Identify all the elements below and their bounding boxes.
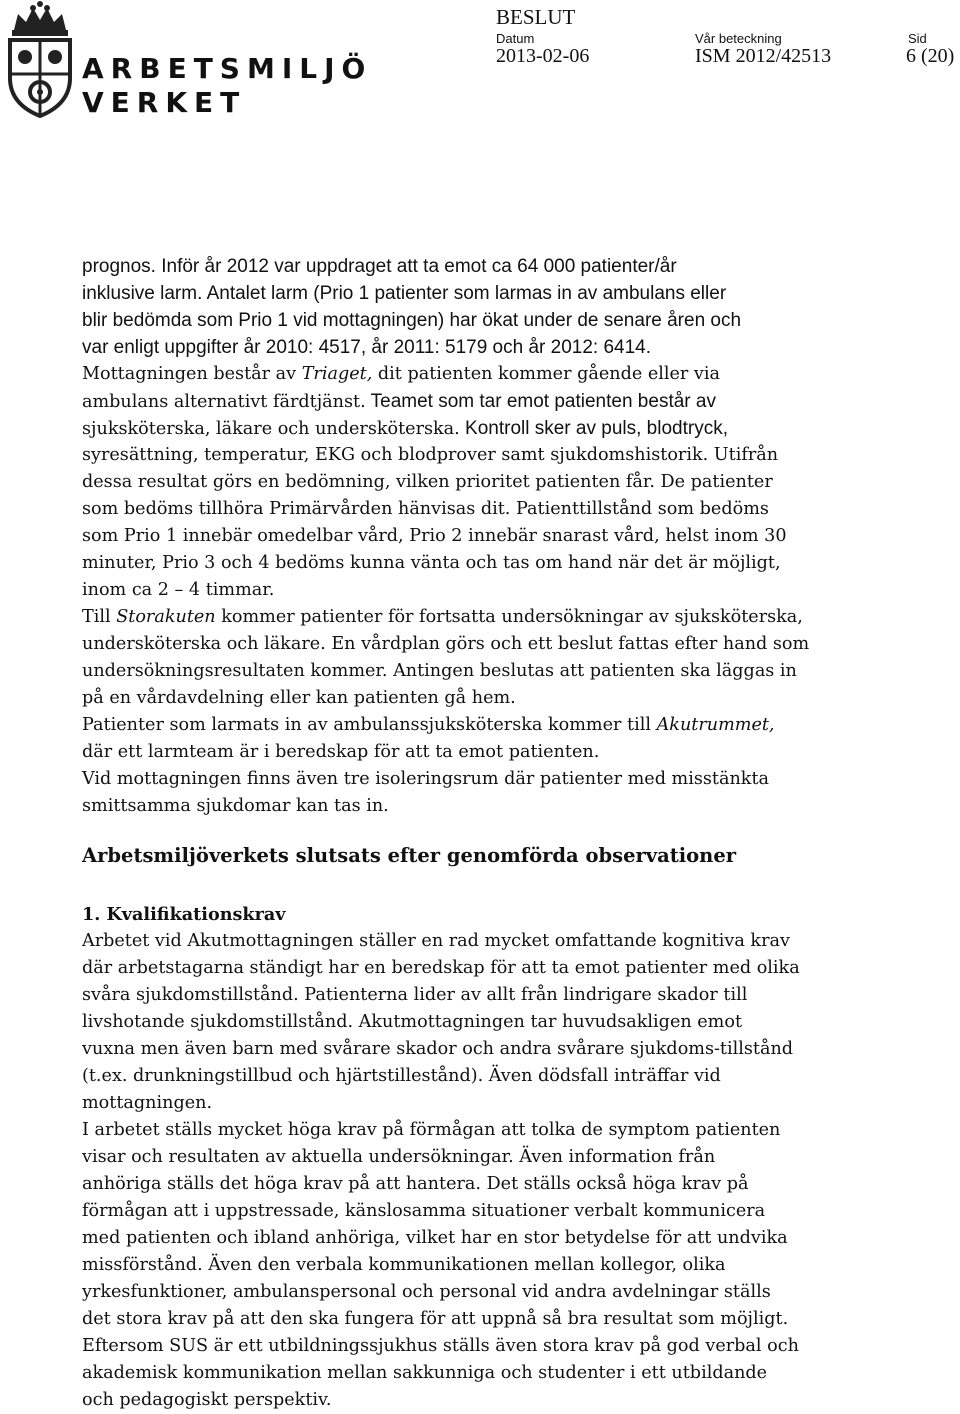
body-line [82,712,872,739]
body-text-span: Mottagningen består av [82,364,302,384]
akutrummet-term: Akutrummet, [656,715,775,735]
section-line: missförstånd. Även den verbala kommunikationen mellan kollegor, olika [82,1255,726,1275]
date-value: 2013-02-06 [496,45,590,67]
body-text-span: ambulans alternativt färdtjänst. [82,392,366,412]
crest-icon [0,0,80,120]
section-line: visar och resultaten av aktuella undersökningar. Även information från [82,1147,716,1167]
body-line [82,415,872,442]
body-line: smittsamma sjukdomar kan tas in. [82,796,389,816]
section-line: där arbetstagarna ständigt har en beredskap för att ta emot patienter med olika [82,958,800,978]
body-line: minuter, Prio 3 och 4 bedöms kunna vänta och tas om hand när det är möjligt, [82,553,781,573]
body-line: inklusive larm. Antalet larm (Prio 1 patienter som larmas in av ambulans eller [82,283,727,304]
body-text-span: Till [82,607,117,627]
logo-word-line1: ARBETSMILJÖ [82,52,373,85]
agency-logo [0,0,373,125]
body-line: dessa resultat görs en bedömning, vilken prioritet patienten får. De patienter [82,472,773,492]
page-number: 6 (20) [906,45,955,67]
body-line: var enligt uppgifter år 2010: 4517, år 2011: 5179 och år 2012: 6414. [82,337,652,358]
body-line: som bedöms tillhöra Primärvården hänvisas dit. Patienttillstånd som bedöms [82,499,769,519]
section-line: I arbetet ställs mycket höga krav på förmågan att tolka de symptom patienten [82,1120,781,1140]
body-line [82,604,872,631]
body-line: Vid mottagningen finns även tre isoleringsrum där patienter med misstänkta [82,769,770,789]
body-line: undersköterska och läkare. En vårdplan görs och ett beslut fattas efter hand som [82,634,810,654]
page-label: Sid [908,31,927,46]
section-line: Arbetet vid Akutmottagningen ställer en rad mycket omfattande kognitiva krav [82,931,790,951]
body-line [82,361,872,388]
body-line: undersökningsresultaten kommer. Antingen beslutas att patienten ska läggas in [82,661,797,681]
body-line: prognos. Inför år 2012 var uppdraget att ta emot ca 64 000 patienter/år [82,256,677,277]
qualification-section [82,901,872,1414]
reference-label: Vår beteckning [695,31,782,46]
body-text-span: dit patienten kommer gående eller via [372,364,720,384]
section-line: yrkesfunktioner, ambulanspersonal och personal vid andra avdelningar ställs [82,1282,771,1302]
body-text-span: Teamet som tar emot patienten består av [365,391,716,412]
document-type: BESLUT [496,5,576,29]
section-line: anhöriga ställs det höga krav på att hantera. Det ställs också höga krav på [82,1174,749,1194]
section-line: livshotande sjukdomstillstånd. Akutmottagningen tar huvudsakligen emot [82,1012,743,1032]
section-line: svåra sjukdomstillstånd. Patienterna lider av allt från lindrigare skador till [82,985,748,1005]
body-line: som Prio 1 innebär omedelbar vård, Prio 2 innebär snarast vård, helst inom 30 [82,526,787,546]
section-line: akademisk kommunikation mellan sakkunniga och studenter i ett utbildande [82,1363,768,1383]
section-line: och pedagogiskt perspektiv. [82,1390,332,1410]
triaget-term: Triaget, [301,364,373,384]
section-line: vuxna men även barn med svårare skador och andra svårare sjukdoms-tillstånd [82,1039,794,1059]
body-text-span: Patienter som larmats in av ambulanssjuksköterska kommer till [82,715,657,735]
section-line: det stora krav på att den ska fungera för att uppnå så bra resultat som möjligt. [82,1309,789,1329]
subsection-heading: 1. Kvalifikationskrav [82,904,286,925]
storakuten-term: Storakuten [116,607,216,627]
section-line: Eftersom SUS är ett utbildningssjukhus ställs även stora krav på god verbal och [82,1336,799,1356]
logo-word-line2: VERKET [82,86,247,119]
body-text [82,253,872,820]
body-line: inom ca 2 – 4 timmar. [82,580,275,600]
body-text-span: sjuksköterska, läkare och undersköterska. [82,419,460,439]
body-text-span: Kontroll sker av puls, blodtryck, [459,418,728,439]
body-line [82,388,872,415]
section-line: med patienten och ibland anhöriga, vilket har en stor betydelse för att undvika [82,1228,788,1248]
body-text-span: kommer patienter för fortsatta undersökningar av sjuksköterska, [215,607,803,627]
date-label: Datum [496,31,535,46]
section-line: förmågan att i uppstressade, känslosamma situationer verbalt kommunicera [82,1201,766,1221]
section-line: mottagningen. [82,1093,213,1113]
reference-value: ISM 2012/42513 [695,45,832,67]
section-line: (t.ex. drunkningstillbud och hjärtstillestånd). Även dödsfall inträffar vid [82,1066,721,1086]
body-line: blir bedömda som Prio 1 vid mottagningen) har ökat under de senare åren och [82,310,742,331]
section-heading: Arbetsmiljöverkets slutsats efter genomförda observationer [82,844,737,867]
body-line: syresättning, temperatur, EKG och blodprover samt sjukdomshistorik. Utifrån [82,445,779,465]
body-line: där ett larmteam är i beredskap för att ta emot patienten. [82,742,600,762]
body-line: på en vårdavdelning eller kan patienten gå hem. [82,688,516,708]
